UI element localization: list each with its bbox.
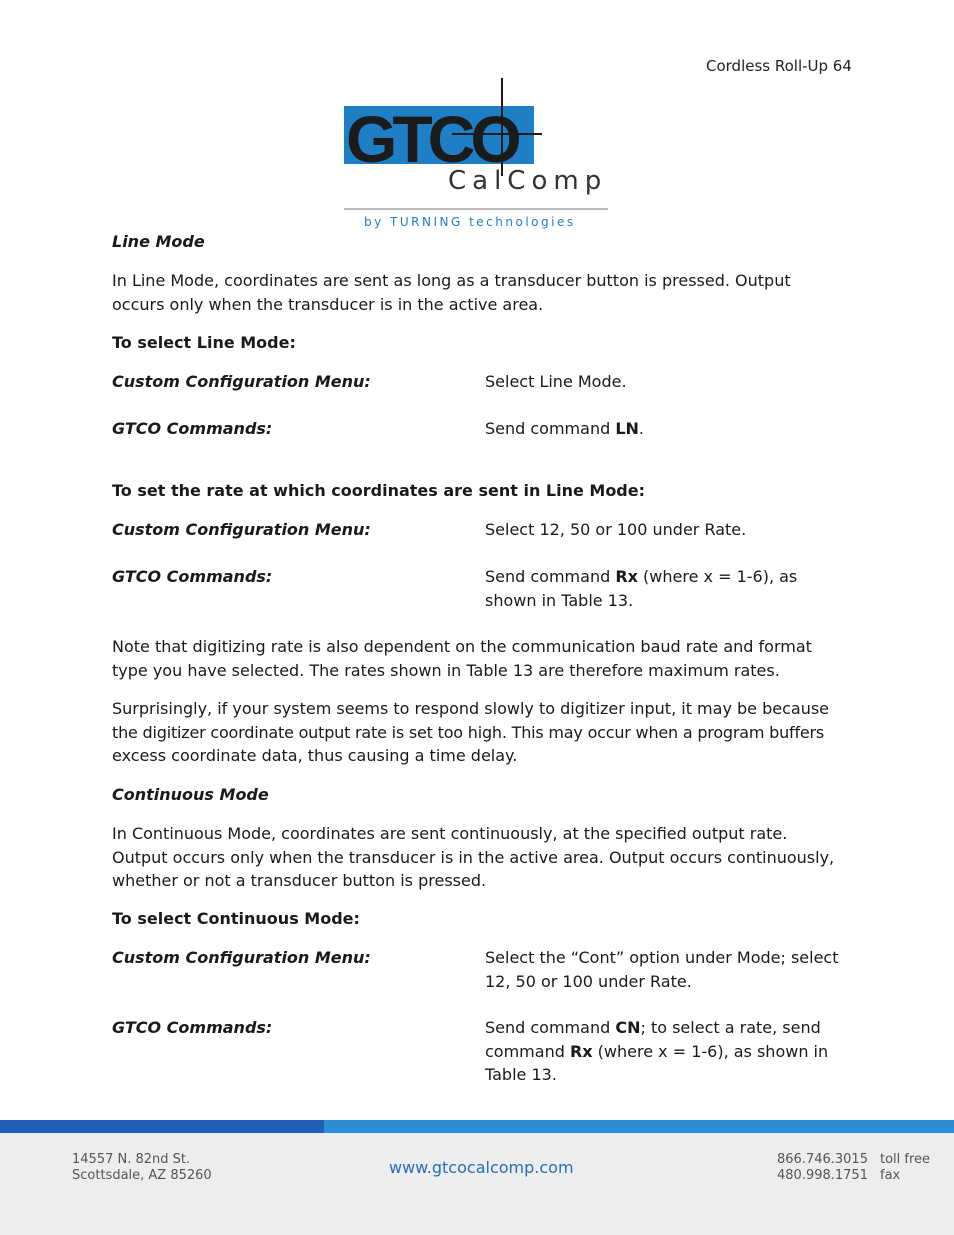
command-code: Rx — [615, 567, 638, 586]
logo-tagline: by TURNING technologies — [364, 215, 576, 229]
text-line: Note that digitizing rate is also dependent on the communication baud rate and format — [112, 637, 812, 656]
text-line: the digitizer coordinate output rate is set too high. This may occur when a program buffers — [112, 722, 825, 742]
logo-brand-top: GTCO — [346, 102, 517, 176]
custom-config-menu-label: Custom Configuration Menu: — [112, 372, 371, 391]
text-line: Output occurs only when the transducer is in the active area. Output occurs continuously, — [112, 847, 835, 867]
gtco-commands-value: Send command Rx (where x = 1-6), as shown in Table 13. — [485, 567, 798, 610]
custom-config-menu-value: Select Line Mode. — [485, 372, 627, 391]
page-header-label: Cordless Roll-Up 64 — [706, 57, 852, 75]
text-line: whether or not a transducer button is pressed. — [112, 871, 487, 890]
command-code: CN — [615, 1018, 641, 1037]
continuous-mode-heading: Continuous Mode — [112, 785, 269, 804]
footer-bar-light — [324, 1120, 954, 1133]
text-line: type you have selected. The rates shown in Table 13 are therefore maximum rates. — [112, 660, 780, 680]
footer-phone-labels: toll free fax — [880, 1152, 931, 1183]
logo-brand-bottom: CalComp — [448, 166, 608, 196]
text-line: In Continuous Mode, coordinates are sent continuously, at the specified output rate. — [112, 824, 788, 843]
text-line: occurs only when the transducer is in the active area. — [112, 294, 544, 314]
rate-heading: To set the rate at which coordinates are sent in Line Mode: — [112, 481, 646, 500]
page-footer — [0, 1120, 954, 1235]
custom-config-menu-label: Custom Configuration Menu: — [112, 520, 371, 539]
command-code: Rx — [569, 1041, 593, 1061]
footer-website-link[interactable]: www.gtcocalcomp.com — [389, 1158, 574, 1177]
command-code: LN — [615, 419, 639, 438]
text-line: In Line Mode, coordinates are sent as long as a transducer button is pressed. Output — [112, 271, 791, 290]
gtco-commands-label: GTCO Commands: — [112, 567, 273, 586]
text-line: excess coordinate data, thus causing a time delay. — [112, 746, 518, 765]
slow-response-paragraph — [112, 697, 852, 768]
gtco-commands-label: GTCO Commands: — [112, 419, 273, 438]
gtco-commands-value: Send command LN. — [485, 419, 645, 438]
gtco-calcomp-logo — [344, 78, 610, 230]
footer-address: 14557 N. 82nd St. Scottsdale, AZ 85260 — [72, 1152, 212, 1183]
line-mode-heading: Line Mode — [112, 232, 205, 251]
continuous-mode-intro — [112, 822, 842, 893]
gtco-commands-label: GTCO Commands: — [112, 1018, 273, 1037]
custom-config-menu-label: Custom Configuration Menu: — [112, 948, 371, 967]
footer-phone-numbers: 866.746.3015 480.998.1751 — [777, 1152, 868, 1183]
footer-bar-dark — [0, 1120, 324, 1133]
select-line-mode-heading: To select Line Mode: — [112, 333, 296, 352]
custom-config-menu-value: Select the “Cont” option under Mode; select 12, 50 or 100 under Rate. — [485, 948, 839, 991]
text-line: Surprisingly, if your system seems to respond slowly to digitizer input, it may be because — [112, 699, 830, 718]
line-mode-intro — [112, 269, 842, 316]
gtco-commands-value: Send command CN; to select a rate, send command Rx (where x = 1-6), as shown in Table 13. — [485, 1018, 829, 1084]
rate-note-paragraph — [112, 635, 842, 682]
select-continuous-mode-heading: To select Continuous Mode: — [112, 909, 360, 928]
custom-config-menu-value: Select 12, 50 or 100 under Rate. — [485, 520, 747, 539]
